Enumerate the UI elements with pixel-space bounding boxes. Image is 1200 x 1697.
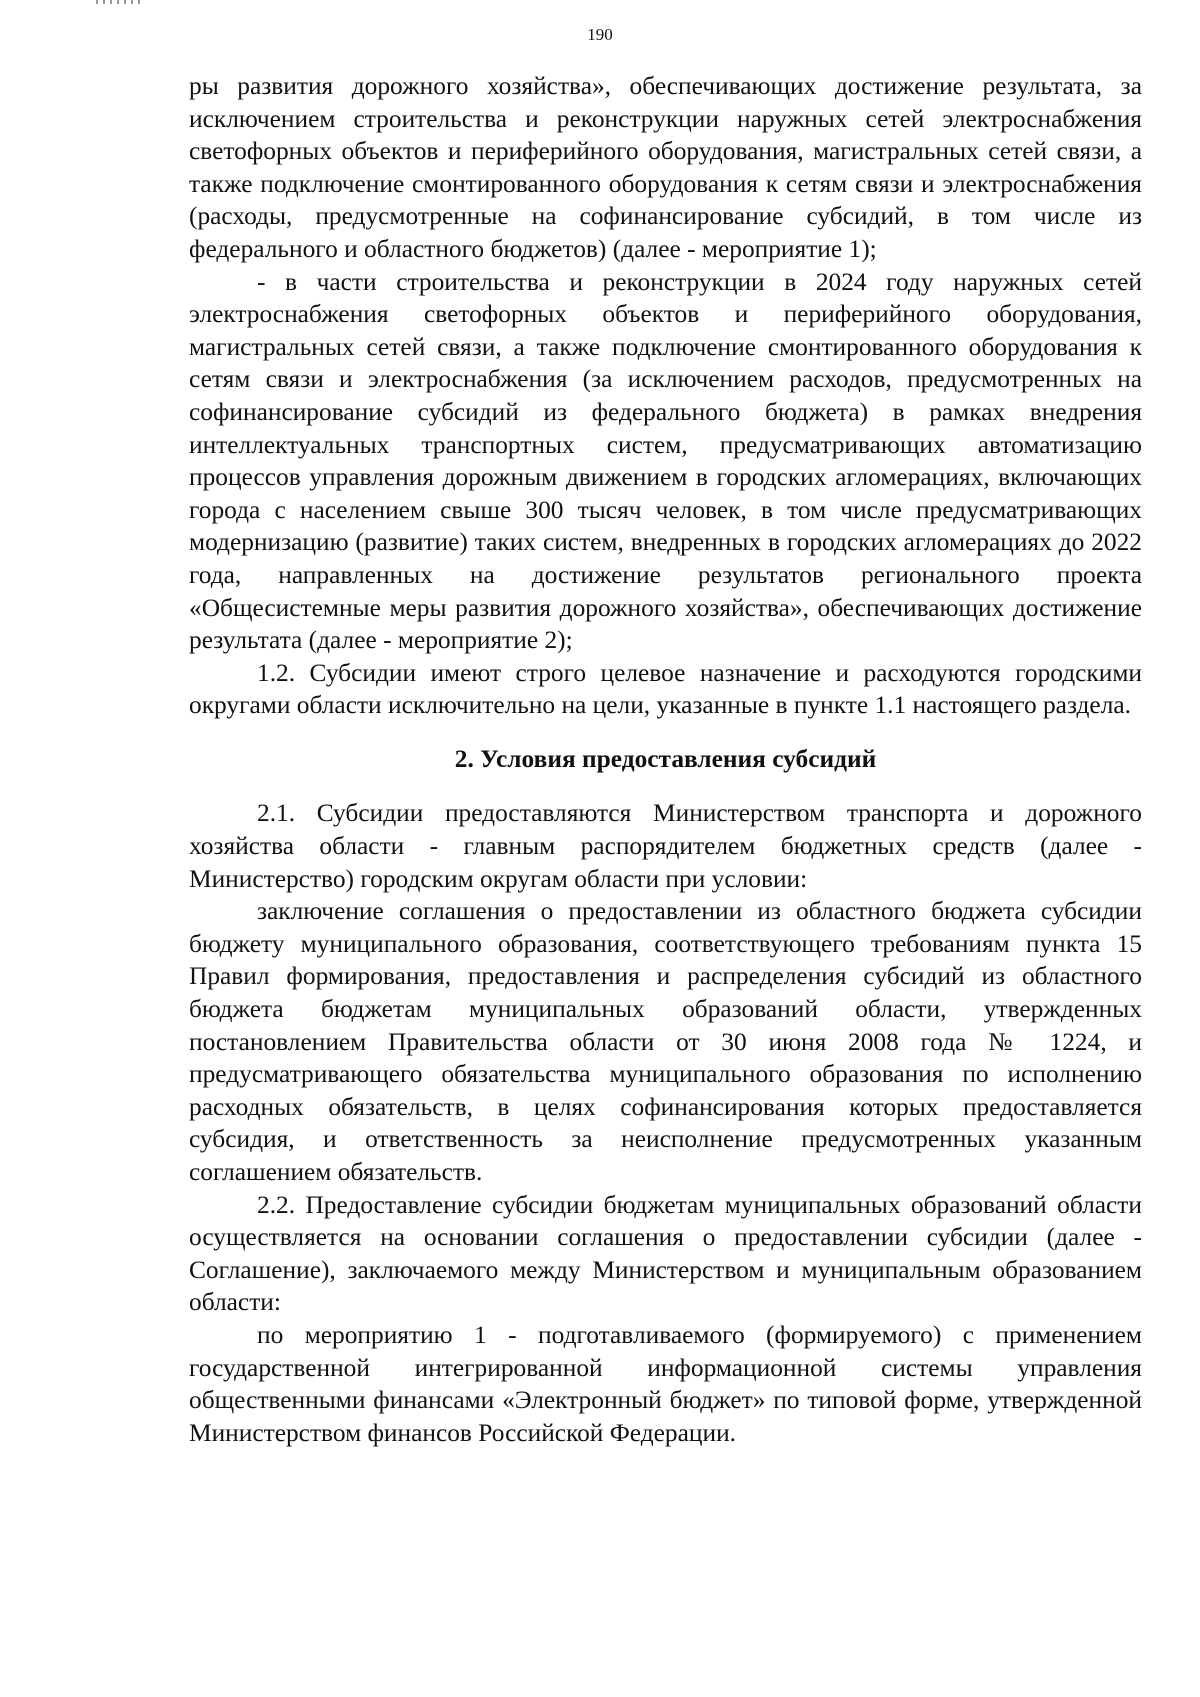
scan-artifact xyxy=(96,0,142,4)
document-body xyxy=(189,70,1142,1449)
paragraph-clause-1-2: 1.2. Субсидии имеют строго целевое назначение и расходуются городскими округами области исключительно на цели, указанные в пункте 1.1 настоящего раздела. xyxy=(189,658,1142,720)
paragraph-continuation-measure-1: ры развития дорожного хозяйства», обеспечивающих достижение результата, за исключением строительства и реконструкции наружных сетей электроснабжения светофорных объектов и периферийного оборудования, магистральных сетей связи, а также подключение смонтированного оборудования к сетям связи и электроснабжения (расходы, предусмотренные на софинансирование субсидий, в том числе из федерального и областного бюджетов) (далее - мероприятие 1); xyxy=(189,72,1142,263)
paragraph-agreement-condition: заключение соглашения о предоставлении из областного бюджета субсидии бюджету муниципального образования, соответствующего требованиям пункта 15 Правил формирования, предоставления и распределения субсидий из областного бюджета бюджетам муниципальных образований области, утвержденных постановлением Правительства области от 30 июня 2008 года № 1224, и предусматривающего обязательства муниципального образования по исполнению расходных обязательств, в целях софинансирования которых предоставляется субсидия, и ответственность за неисполнение предусмотренных указанным соглашением обязательств. xyxy=(189,897,1142,1186)
paragraph-clause-2-1: 2.1. Субсидии предоставляются Министерством транспорта и дорожного хозяйства области - главным распорядителем бюджетных средств (далее - Министерство) городским округам области при условии: xyxy=(189,799,1142,893)
paragraph-measure-2: - в части строительства и реконструкции в 2024 году наружных сетей электроснабжения светофорных объектов и периферийного оборудования, магистральных сетей связи, а также подключение смонтированного оборудования к сетям связи и электроснабжения (за исключением расходов, предусмотренных на софинансирование субсидий из федерального бюджета) в рамках внедрения интеллектуальных транспортных систем, предусматривающих автоматизацию процессов управления дорожным движением в городских агломерациях, включающих города с населением свыше 300 тысяч человек, в том числе предусматривающих модернизацию (развитие) таких систем, внедренных в городских агломерациях до 2022 года, направленных на достижение результатов регионального проекта «Общесистемные меры развития дорожного хозяйства», обеспечивающих достижение результата (далее - мероприятие 2); xyxy=(189,267,1142,655)
section-heading: 2. Условия предоставления субсидий xyxy=(454,744,877,773)
page-number: 190 xyxy=(587,25,613,44)
paragraph-measure-1-agreement: по мероприятию 1 - подготавливаемого (формируемого) с применением государственной интегрированной информационной системы управления общественными финансами «Электронный бюджет» по типовой форме, утвержденной Министерством финансов Российской Федерации. xyxy=(189,1320,1142,1447)
paragraph-clause-2-2: 2.2. Предоставление субсидии бюджетам муниципальных образований области осуществляется на основании соглашения о предоставлении субсидии (далее - Соглашение), заключаемого между Министерством и муниципальным образованием области: xyxy=(189,1190,1142,1317)
